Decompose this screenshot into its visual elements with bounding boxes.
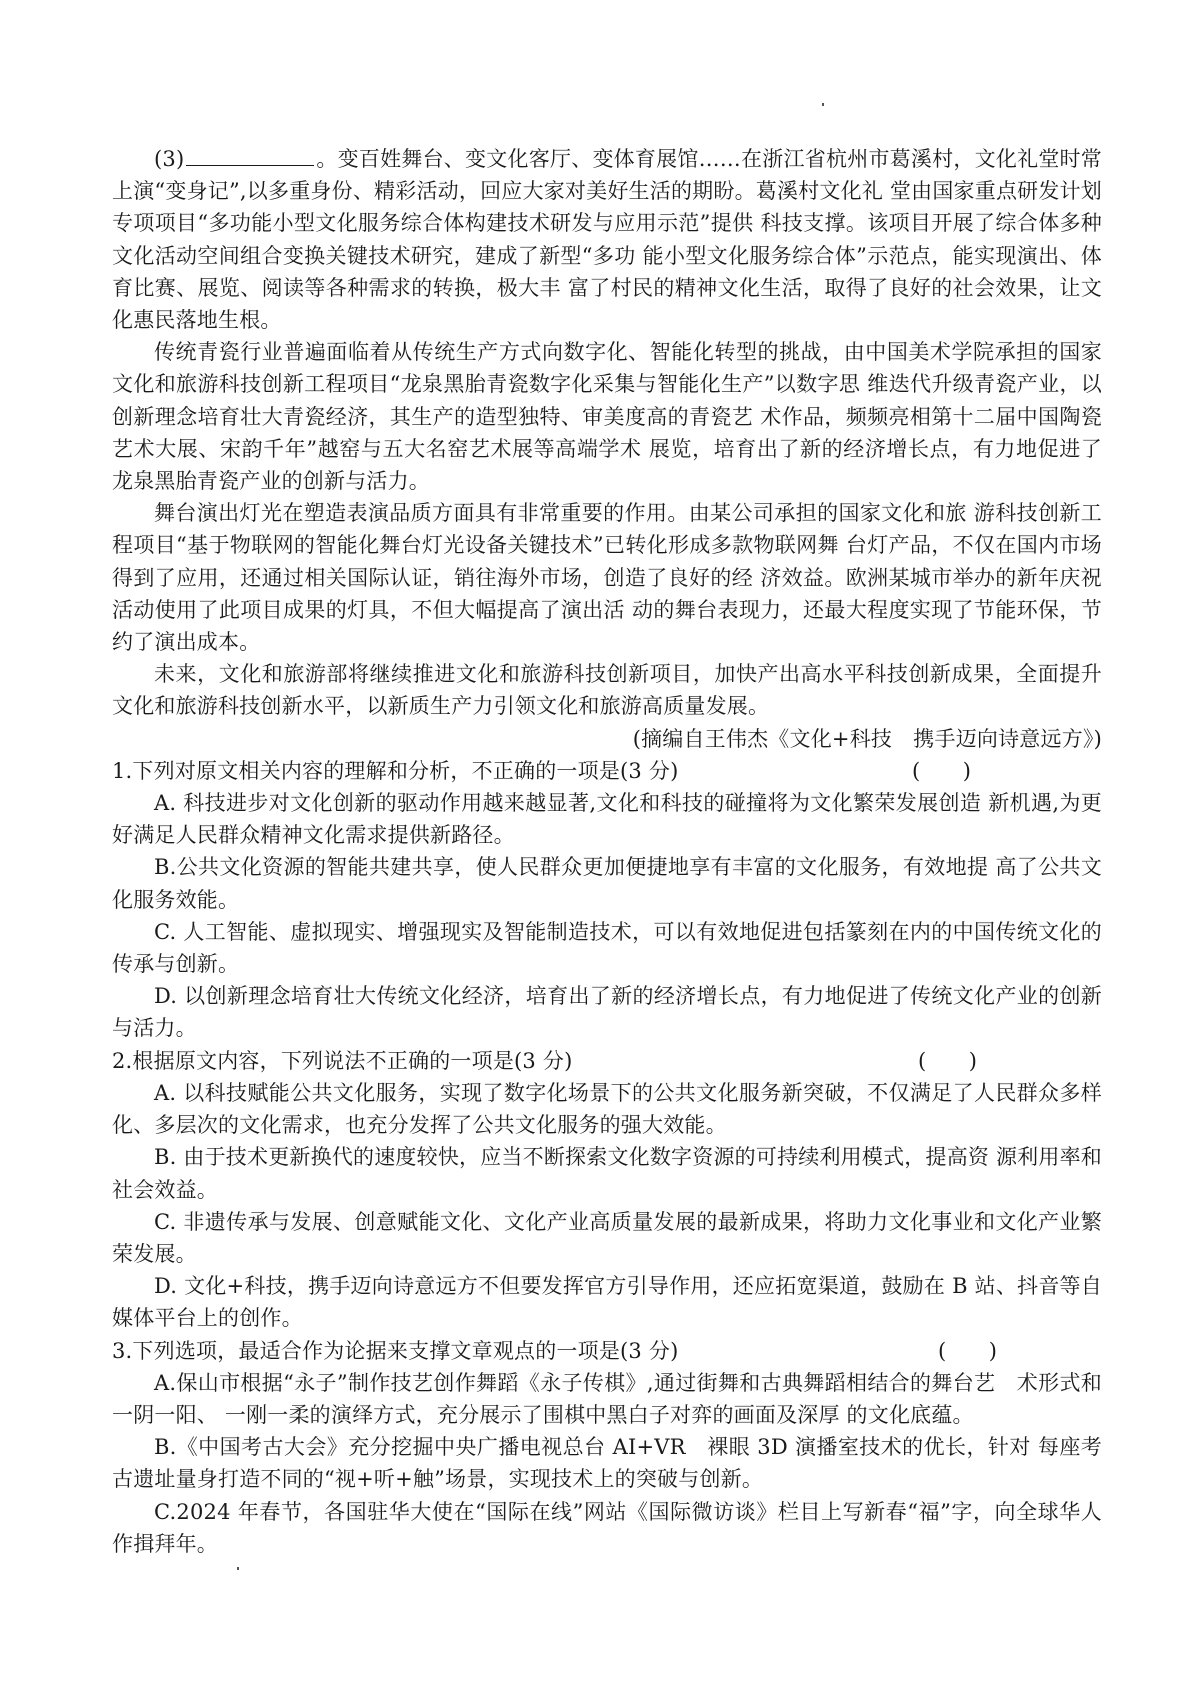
passage-paragraph-4: 未来，文化和旅游部将继续推进文化和旅游科技创新项目，加快产出高水平科技创新成果，全面提升文化和旅游科技创新水平，以新质生产力引领文化和旅游高质量发展。: [112, 662, 1102, 719]
question-1-option-b: B.公共文化资源的智能共建共享，使人民群众更加便捷地享有丰富的文化服务，有效地提 高了公共文化服务效能。: [112, 855, 1102, 912]
question-1-answer-paren[interactable]: ( ): [912, 758, 972, 783]
passage-paragraph-3: 舞台演出灯光在塑造表演品质方面具有非常重要的作用。由某公司承担的国家文化和旅 游科技创新工程项目“基于物联网的智能化舞台灯光设备关键技术”已转化形成多款物联网舞 台灯产品，不仅在国内市场得到了应用，还通过相关国际认证，销往海外市场，创造了良好的经 济效益。欧洲某城市举办的新年庆祝活动使用了此项目成果的灯具，不但大幅提高了演出活 动的舞台表现力，还最大程度实现了节能环保，节约了演出成本。: [112, 501, 1102, 655]
answer-blank[interactable]: [186, 145, 314, 166]
scan-speck: [237, 1567, 239, 1570]
blank-number: (3): [154, 147, 185, 171]
question-2-stem: 2.根据原文内容，下列说法不正确的一项是(3 分) ( ): [112, 1045, 1102, 1077]
question-2-answer-paren[interactable]: ( ): [918, 1048, 978, 1073]
question-3-option-a: A.保山市根据“永子”制作技艺创作舞蹈《永子传棋》,通过街舞和古典舞蹈相结合的舞台艺 术形式和一阴一阳、 一刚一柔的演绎方式，充分展示了围棋中黑白子对弈的画面及深厚 的文化底蕴。: [112, 1370, 1102, 1427]
exam-content: [112, 143, 1102, 1560]
question-3-option-b: B.《中国考古大会》充分挖掘中央广播电视总台 AI+VR 裸眼 3D 演播室技术的优长，针对 每座考古遗址量身打造不同的“视+听+触”场景，实现技术上的突破与创新。: [112, 1435, 1102, 1492]
question-2-option-c: C. 非遗传承与发展、创意赋能文化、文化产业高质量发展的最新成果，将助力文化事业和文化产业繁荣发展。: [112, 1209, 1102, 1266]
passage-paragraph-1: (3) 。变百姓舞台、变文化客厅、变体育展馆……在浙江省杭州市葛溪村，文化礼堂时常上演“变身记”,以多重身份、精彩活动，回应大家对美好生活的期盼。葛溪村文化礼 堂由国家重点研发计划专项项目“多功能小型文化服务综合体构建技术研发与应用示范”提供 科技支撑。该项目开展了综合体多种文化活动空间组合变换关键技术研究，建成了新型“多功 能小型文化服务综合体”示范点，能实现演出、体育比赛、展览、阅读等各种需求的转换，极大丰 富了村民的精神文化生活，取得了良好的社会效果，让文化惠民落地生根。: [112, 147, 1102, 333]
question-1-option-c: C. 人工智能、虚拟现实、增强现实及智能制造技术，可以有效地促进包括篆刻在内的中国传统文化的传承与创新。: [112, 919, 1102, 977]
question-3-stem: 3.下列选项，最适合作为论据来支撑文章观点的一项是(3 分) ( ): [112, 1335, 1102, 1367]
question-2-option-d: D. 文化+科技，携手迈向诗意远方不但要发挥官方引导作用，还应拓宽渠道，鼓励在 B 站、抖音等自媒体平台上的创作。: [112, 1274, 1102, 1331]
scan-speck: [822, 103, 824, 106]
question-3-option-c: C.2024 年春节，各国驻华大使在“国际在线”网站《国际微访谈》栏目上写新春“福”字，向全球华人作揖拜年。: [112, 1499, 1102, 1556]
question-1-option-a: A. 科技进步对文化创新的驱动作用越来越显著,文化和科技的碰撞将为文化繁荣发展创造 新机遇,为更好满足人民群众精神文化需求提供新路径。: [112, 791, 1102, 848]
question-3-answer-paren[interactable]: ( ): [938, 1338, 998, 1363]
question-1-stem: 1.下列对原文相关内容的理解和分析，不正确的一项是(3 分) ( ): [112, 755, 1102, 787]
passage-source: (摘编自王伟杰《文化+科技 携手迈向诗意远方》): [632, 726, 1102, 751]
passage-paragraph-2: 传统青瓷行业普遍面临着从传统生产方式向数字化、智能化转型的挑战，由中国美术学院承担的国家文化和旅游科技创新工程项目“龙泉黑胎青瓷数字化采集与智能化生产”以数字思 维迭代升级青瓷产业，以创新理念培育壮大青瓷经济，其生产的造型独特、审美度高的青瓷艺 术作品，频频亮相第十二届中国陶瓷艺术大展、宋韵千年”越窑与五大名窑艺术展等高端学术 展览，培育出了新的经济增长点，有力地促进了龙泉黑胎青瓷产业的创新与活力。: [112, 340, 1102, 494]
question-2-option-b: B. 由于技术更新换代的速度较快，应当不断探索文化数字资源的可持续利用模式，提高资 源利用率和社会效益。: [112, 1145, 1102, 1202]
question-1-option-d: D. 以创新理念培育壮大传统文化经济，培育出了新的经济增长点，有力地促进了传统文化产业的创新与活力。: [112, 984, 1102, 1041]
question-2-option-a: A. 以科技赋能公共文化服务，实现了数字化场景下的公共文化服务新突破，不仅满足了人民群众多样化、多层次的文化需求，也充分发挥了公共文化服务的强大效能。: [112, 1080, 1102, 1138]
